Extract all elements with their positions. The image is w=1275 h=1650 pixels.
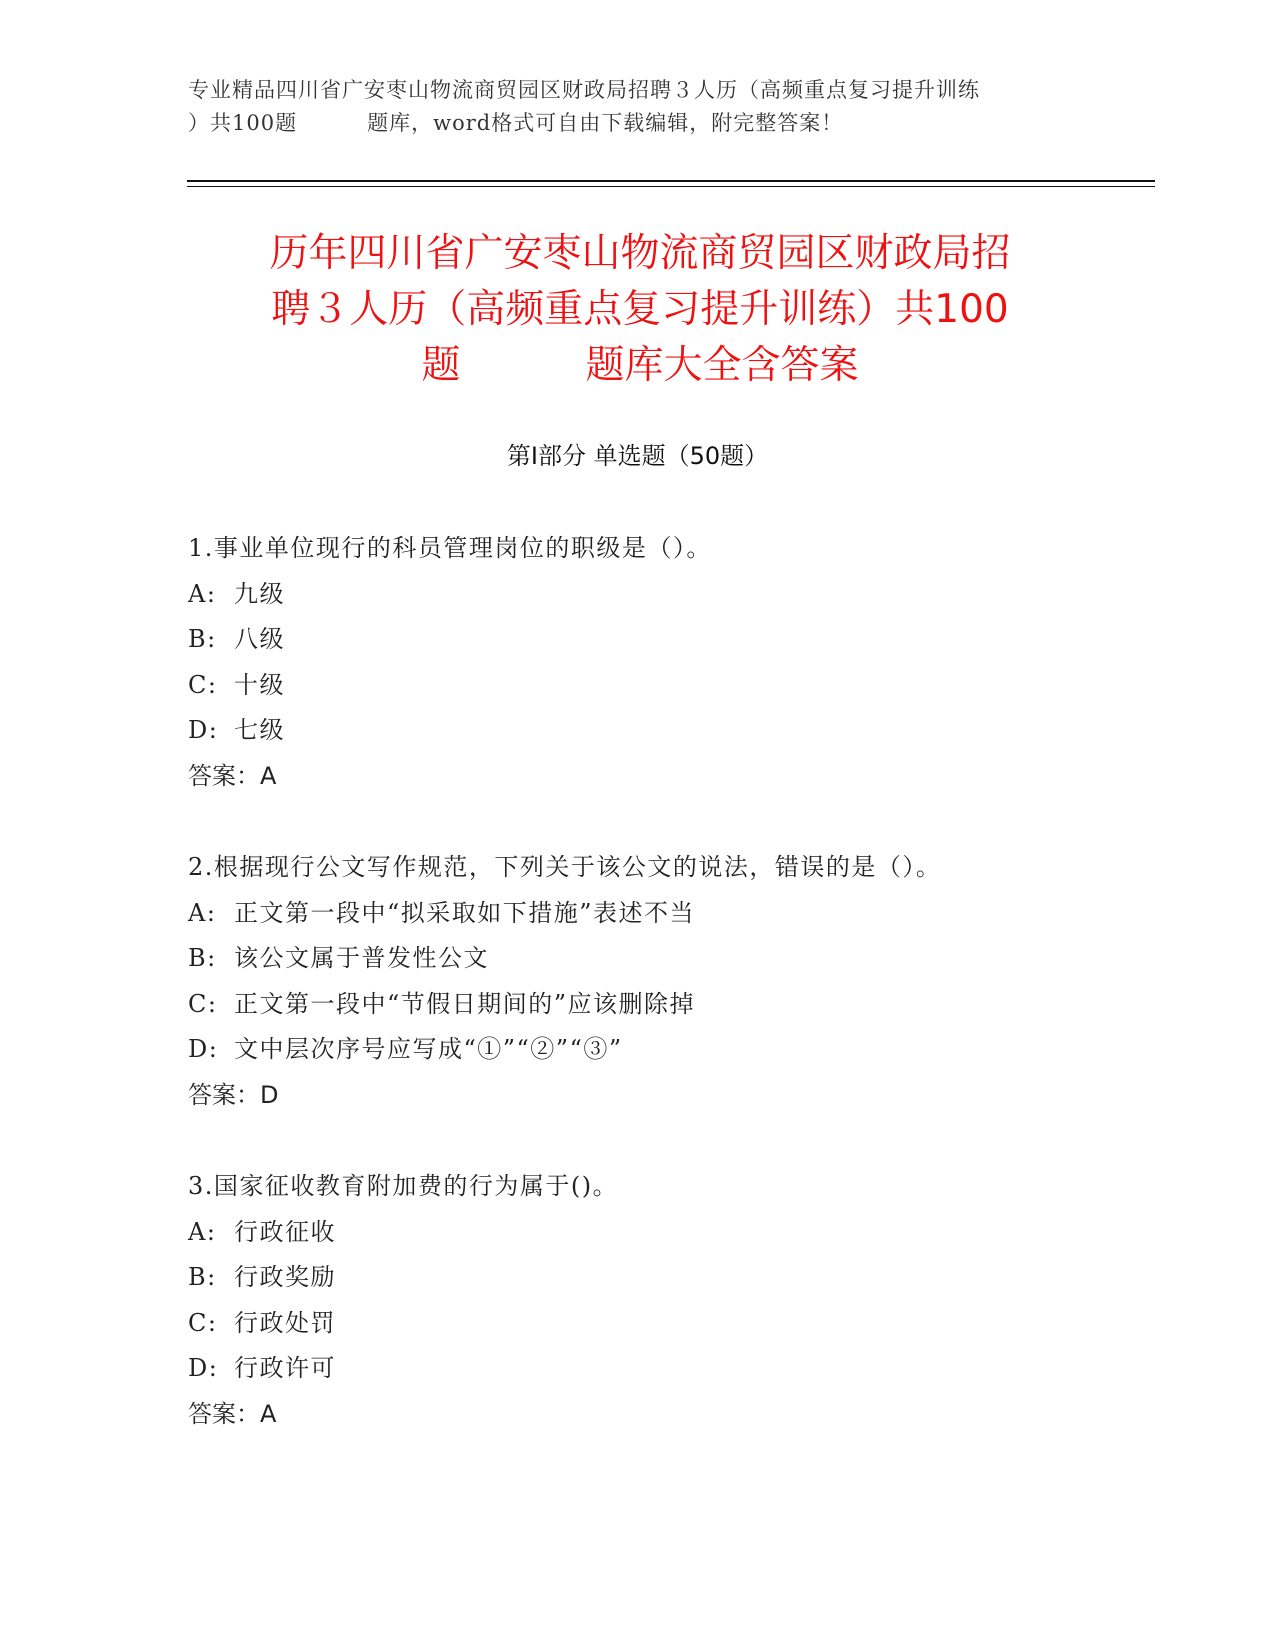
option-b — [188, 617, 1138, 663]
option-letter: B: — [188, 625, 217, 653]
header-line-2 — [188, 107, 1108, 140]
title-line-3 — [190, 338, 1090, 394]
option-a — [188, 891, 1138, 937]
document-title — [190, 226, 1090, 394]
header-line-1: 专业精品四川省广安枣山物流商贸园区财政局招聘３人历（高频重点复习提升训练 — [188, 78, 980, 102]
title-line-3-part-2: 题库大全含答案 — [585, 343, 859, 388]
option-c — [188, 663, 1138, 709]
option-text: 正文第一段中“拟采取如下措施”表述不当 — [234, 898, 696, 927]
header-divider-thin — [187, 186, 1155, 187]
option-letter: B: — [188, 944, 217, 972]
answer: 答案：A — [188, 761, 277, 790]
option-text: 行政奖励 — [234, 1263, 336, 1291]
question-3 — [188, 1164, 1138, 1437]
option-letter: D: — [188, 716, 219, 744]
option-text: 九级 — [234, 579, 285, 608]
option-text: 行政处罚 — [234, 1308, 336, 1337]
header-line-2-part-2: 题库，word格式可自由下载编辑，附完整答案！ — [367, 111, 844, 135]
option-c — [188, 1301, 1138, 1347]
option-text: 十级 — [234, 670, 285, 699]
question-1 — [188, 526, 1138, 799]
option-a — [188, 1210, 1138, 1256]
option-a — [188, 572, 1138, 618]
option-letter: A: — [188, 579, 217, 608]
option-text: 七级 — [234, 716, 285, 744]
option-letter: D: — [188, 1035, 219, 1063]
option-text: 行政许可 — [234, 1354, 336, 1382]
option-letter: B: — [188, 1263, 217, 1291]
title-line-2: 聘３人历（高频重点复习提升训练）共100 — [271, 287, 1009, 332]
option-text: 正文第一段中“节假日期间的”应该删除掉 — [234, 989, 696, 1018]
header-divider-thick — [187, 180, 1155, 182]
title-line-1: 历年四川省广安枣山物流商贸园区财政局招 — [269, 231, 1011, 276]
answer: 答案：A — [188, 1399, 277, 1428]
answer: 答案：D — [188, 1080, 279, 1109]
option-c — [188, 982, 1138, 1028]
option-letter: C: — [188, 989, 218, 1018]
option-text: 八级 — [234, 625, 285, 653]
section-title: 第Ⅰ部分 单选题（50题） — [506, 442, 769, 470]
option-letter: A: — [188, 898, 217, 927]
question-stem: 2.根据现行公文写作规范，下列关于该公文的说法，错误的是（）。 — [188, 853, 942, 881]
option-letter: A: — [188, 1217, 217, 1246]
option-text: 文中层次序号应写成“①”“②”“③” — [234, 1035, 623, 1063]
page-header — [188, 74, 1108, 140]
question-stem: 3.国家征收教育附加费的行为属于()。 — [188, 1172, 619, 1200]
option-b — [188, 936, 1138, 982]
option-letter: D: — [188, 1354, 219, 1382]
option-d — [188, 708, 1138, 754]
question-list — [188, 526, 1138, 1483]
option-b — [188, 1255, 1138, 1301]
question-stem: 1.事业单位现行的科员管理岗位的职级是（）。 — [188, 534, 712, 562]
option-d — [188, 1027, 1138, 1073]
header-line-2-part-1: ）共100题 — [188, 111, 298, 135]
option-letter: C: — [188, 670, 218, 699]
question-2 — [188, 845, 1138, 1118]
title-line-3-part-1: 题 — [421, 343, 461, 388]
option-letter: C: — [188, 1308, 218, 1337]
option-d — [188, 1346, 1138, 1392]
option-text: 行政征收 — [234, 1217, 336, 1246]
option-text: 该公文属于普发性公文 — [234, 944, 489, 972]
